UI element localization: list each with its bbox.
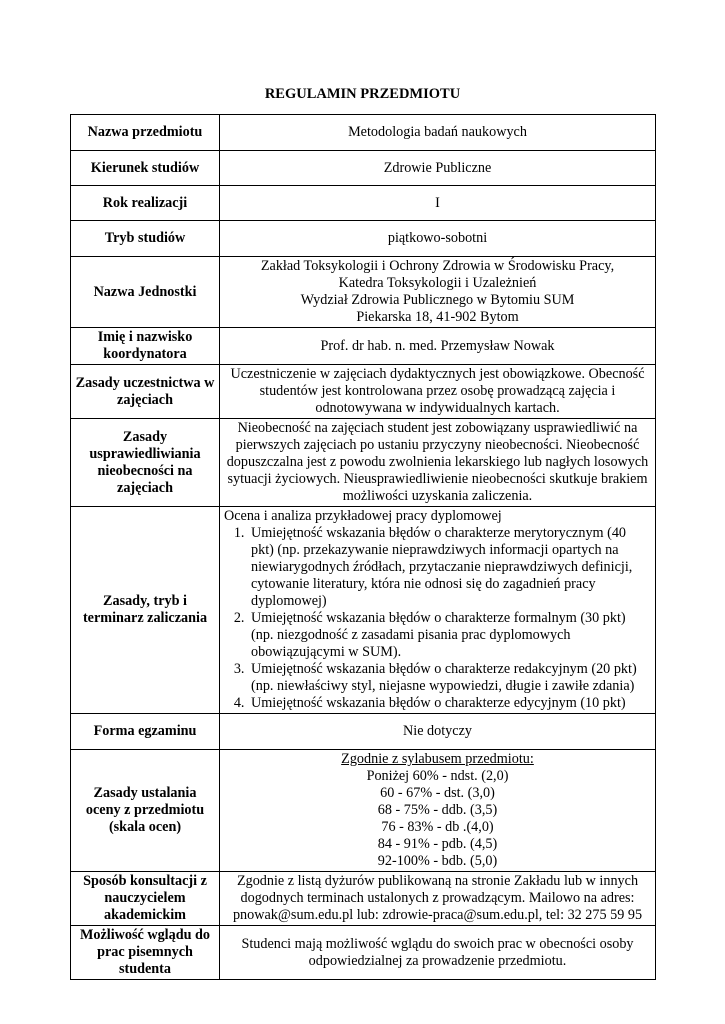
- row-absence: [71, 419, 656, 507]
- value-grading: [220, 750, 656, 872]
- label-review: Możliwość wglądu do prac pisemnych studenta: [71, 926, 220, 980]
- row-review: [71, 926, 656, 980]
- row-coordinator: [71, 328, 656, 365]
- label-consult: Sposób konsultacji z nauczycielem akademickim: [71, 872, 220, 926]
- row-attendance: [71, 365, 656, 419]
- row-year: [71, 186, 656, 221]
- unit-line: Zakład Toksykologii i Ochrony Zdrowia w Środowisku Pracy,: [260, 258, 615, 274]
- value-subject: Metodologia badań naukowych: [220, 115, 656, 151]
- grade-line: 76 - 83% - db .(4,0): [381, 819, 494, 835]
- label-grading: Zasady ustalania oceny z przedmiotu (skala ocen): [71, 750, 220, 872]
- value-unit: [220, 257, 656, 328]
- label-passing: Zasady, tryb i terminarz zaliczania: [71, 507, 220, 714]
- value-year: I: [220, 186, 656, 221]
- row-unit: [71, 257, 656, 328]
- row-field: [71, 151, 656, 186]
- regulations-table: [70, 114, 656, 980]
- value-passing: [220, 507, 656, 714]
- criterion-item: 4. Umiejętność wskazania błędów o charakterze edycyjnym (10 pkt): [248, 695, 651, 712]
- grade-line: 60 - 67% - dst. (3,0): [380, 785, 495, 801]
- criterion-item: 2. Umiejętność wskazania błędów o charakterze formalnym (30 pkt) (np. niezgodność z zasadami pisania prac dyplomowych obowiązującymi w SUM).: [248, 610, 651, 661]
- label-absence: Zasady usprawiedliwiania nieobecności na zajęciach: [71, 419, 220, 507]
- criterion-item: 1. Umiejętność wskazania błędów o charakterze merytorycznym (40 pkt) (np. przekazywanie nieprawdziwych informacji opartych na niewiarygodnych źródłach, przytaczanie nieprawdziwych definicji, cytowanie literatury, która nie odnosi się do zagadnień pracy dyplomowej): [248, 525, 651, 610]
- label-coordinator: Imię i nazwisko koordynatora: [71, 328, 220, 365]
- label-exam: Forma egzaminu: [71, 714, 220, 750]
- value-field: Zdrowie Publiczne: [220, 151, 656, 186]
- label-mode: Tryb studiów: [71, 221, 220, 257]
- grading-heading: Zgodnie z sylabusem przedmiotu:: [341, 751, 534, 767]
- grade-line: 92-100% - bdb. (5,0): [377, 853, 498, 869]
- label-attendance: Zasady uczestnictwa w zajęciach: [71, 365, 220, 419]
- value-attendance: Uczestniczenie w zajęciach dydaktycznych jest obowiązkowe. Obecność studentów jest kontrolowana przez osobę prowadzącą zajęcia i odnotowywana w indywidualnych kartach.: [220, 365, 656, 419]
- grade-line: Poniżej 60% - ndst. (2,0): [366, 768, 509, 784]
- label-year: Rok realizacji: [71, 186, 220, 221]
- value-exam: Nie dotyczy: [220, 714, 656, 750]
- row-subject: [71, 115, 656, 151]
- value-absence: Nieobecność na zajęciach student jest zobowiązany usprawiedliwić na pierwszych zajęciach po ustaniu przyczyny nieobecności. Nieobecność dopuszczalna jest z powodu zwolnienia lekarskiego lub nagłych losowych sytuacji życiowych. Nieusprawiedliwienie nieobecności skutkuje brakiem możliwości uzyskania zaliczenia.: [220, 419, 656, 507]
- value-mode: piątkowo-sobotni: [220, 221, 656, 257]
- passing-intro: Ocena i analiza przykładowej pracy dyplomowej: [224, 508, 502, 524]
- label-unit: Nazwa Jednostki: [71, 257, 220, 328]
- row-passing: [71, 507, 656, 714]
- unit-line: Katedra Toksykologii i Uzależnień: [338, 275, 537, 291]
- grade-line: 84 - 91% - pdb. (4,5): [377, 836, 498, 852]
- criterion-item: 3. Umiejętność wskazania błędów o charakterze redakcyjnym (20 pkt) (np. niewłaściwy styl, niejasne wypowiedzi, długie i zawiłe zdania): [248, 661, 651, 695]
- passing-criteria-list: [224, 525, 651, 712]
- row-grading: [71, 750, 656, 872]
- value-review: Studenci mają możliwość wglądu do swoich prac w obecności osoby odpowiedzialnej za prowadzenie przedmiotu.: [220, 926, 656, 980]
- row-consult: [71, 872, 656, 926]
- label-field: Kierunek studiów: [71, 151, 220, 186]
- label-subject: Nazwa przedmiotu: [71, 115, 220, 151]
- page-title: REGULAMIN PRZEDMIOTU: [264, 86, 461, 102]
- unit-line: Piekarska 18, 41-902 Bytom: [356, 309, 519, 325]
- row-mode: [71, 221, 656, 257]
- value-coordinator: Prof. dr hab. n. med. Przemysław Nowak: [220, 328, 656, 365]
- row-exam: [71, 714, 656, 750]
- grade-line: 68 - 75% - ddb. (3,5): [377, 802, 498, 818]
- value-consult: Zgodnie z listą dyżurów publikowaną na stronie Zakładu lub w innych dogodnych terminach ustalonych z prowadzącym. Mailowo na adres: pnowak@sum.edu.pl lub: zdrowie-praca@sum.edu.pl, tel: 32 275 59 95: [220, 872, 656, 926]
- unit-line: Wydział Zdrowia Publicznego w Bytomiu SUM: [300, 292, 575, 308]
